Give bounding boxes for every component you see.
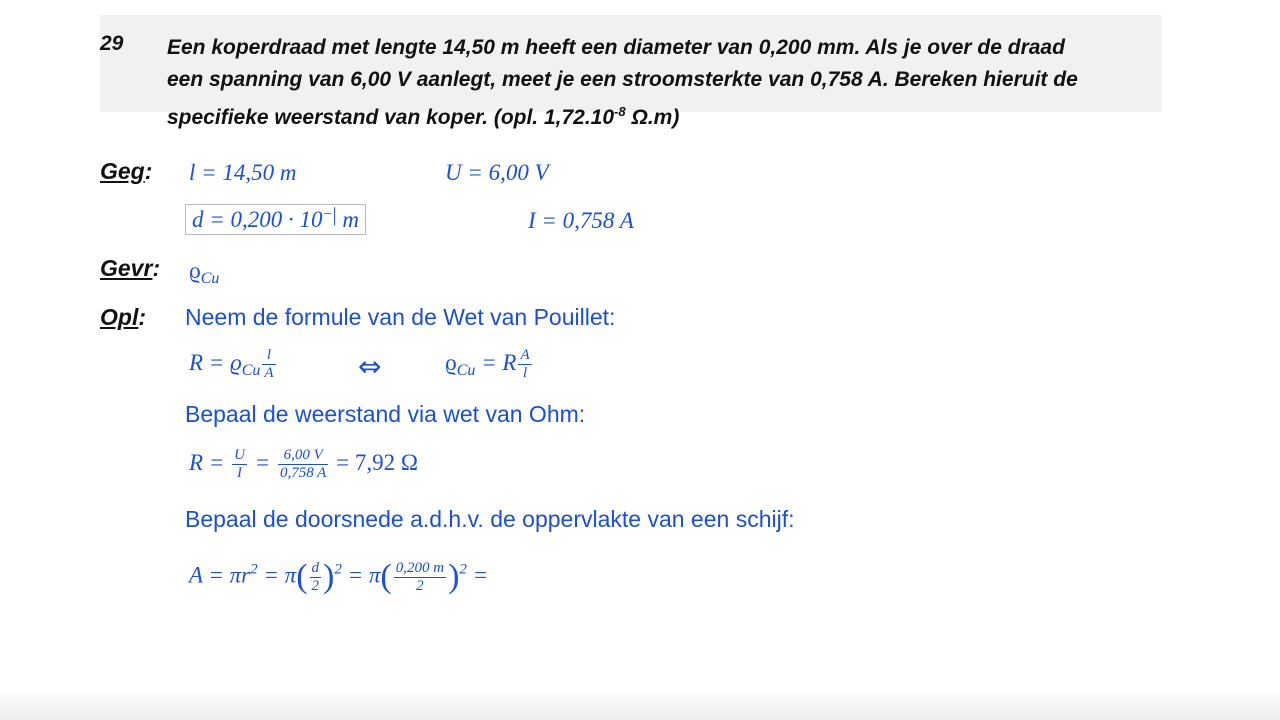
pouillet-lhs: R = ϱ <box>189 349 242 375</box>
given-current: I = 0,758 A <box>528 208 634 233</box>
pouillet-formula <box>189 347 278 382</box>
problem-line-3-exp: -8 <box>614 104 626 119</box>
problem-line-3-post: Ω.m) <box>625 106 680 129</box>
step-2-text: Bepaal de weerstand via wet van Ohm: <box>185 401 586 427</box>
ohm-den-2: 0,758 A <box>279 465 327 481</box>
area-den-2: 2 <box>416 577 424 594</box>
given-diameter: d = 0,200 · 10−| m <box>185 204 366 233</box>
problem-line-1: Een koperdraad met lengte 14,50 m heeft een diameter van 0,200 mm. Als je over de draad <box>167 36 1065 59</box>
area-formula: $A = \pi r^2 = \pi$( $\frac{d}{2}$ )$^2$ = π( $\frac{0,200 m}{2}$ )$^2$ = <box>189 558 489 595</box>
pouillet-num: l <box>262 347 275 365</box>
area-den-1: 2 <box>311 577 320 594</box>
given-diameter-exp: − <box>322 206 333 223</box>
area-eq-1: = π <box>257 562 297 588</box>
solution-label-text: Opl <box>100 304 139 330</box>
area-tail: = <box>466 562 489 588</box>
rho-symbol: ϱ <box>189 258 201 283</box>
solution-colon: : <box>138 304 147 330</box>
area-sq-2: 2 <box>334 561 342 578</box>
area-lhs: A = πr <box>189 562 251 588</box>
problem-line-3-pre: specifieke weerstand van koper. (opl. 1,72.10 <box>167 106 615 129</box>
given-voltage: U = 6,00 V <box>445 160 549 185</box>
given-label <box>100 158 152 185</box>
solution-label <box>100 304 146 331</box>
area-num-2: 0,200 m <box>395 559 445 576</box>
rho-den: l <box>522 365 528 381</box>
ohm-eq: = <box>248 449 276 475</box>
ohm-formula <box>189 447 418 482</box>
given-diameter-pre: d = 0,200 · 10 <box>192 207 323 232</box>
rho-sub: Cu <box>200 270 220 287</box>
ohm-lhs: R = <box>189 449 231 475</box>
rho-formula <box>445 347 534 382</box>
given-colon: : <box>144 158 153 184</box>
ohm-num-2: 6,00 V <box>278 447 328 465</box>
area-sq: 2 <box>250 561 258 578</box>
rho-mid: = R <box>475 349 517 375</box>
rho-formula-sub: Cu <box>456 361 476 379</box>
ohm-den-1: I <box>237 465 242 481</box>
step-3-text: Bepaal de doorsnede a.d.h.v. de oppervlakte van een schijf: <box>185 506 795 532</box>
given-diameter-post: m <box>336 207 360 232</box>
area-sq-3: 2 <box>459 561 467 578</box>
equivalence-arrow: ⇔ <box>358 350 382 383</box>
given-label-text: Geg <box>100 158 145 184</box>
problem-box <box>100 15 1162 129</box>
pouillet-sub: Cu <box>241 361 261 379</box>
ohm-num-1: U <box>234 447 245 463</box>
problem-line-2: een spanning van 6,00 V aanlegt, meet je een stroomsterkte van 0,758 A. Bereken hieruit de <box>167 68 1078 91</box>
area-eq-2: = π <box>341 562 381 588</box>
asked-label <box>100 255 160 282</box>
pouillet-den: A <box>264 365 274 381</box>
problem-text <box>167 32 1157 134</box>
problem-line-3 <box>167 96 1157 134</box>
ohm-result: = 7,92 Ω <box>330 449 418 475</box>
given-length: l = 14,50 m <box>189 160 297 185</box>
asked-rho <box>189 258 219 288</box>
bottom-shade <box>0 690 1280 720</box>
area-num-1: d <box>311 559 320 576</box>
rho-num: A <box>520 347 530 363</box>
rho-lhs: ϱ <box>445 349 457 375</box>
step-1-text: Neem de formule van de Wet van Pouillet: <box>185 304 616 330</box>
problem-number: 29 <box>100 32 124 55</box>
asked-label-text: Gevr <box>100 255 153 281</box>
asked-colon: : <box>152 255 161 281</box>
